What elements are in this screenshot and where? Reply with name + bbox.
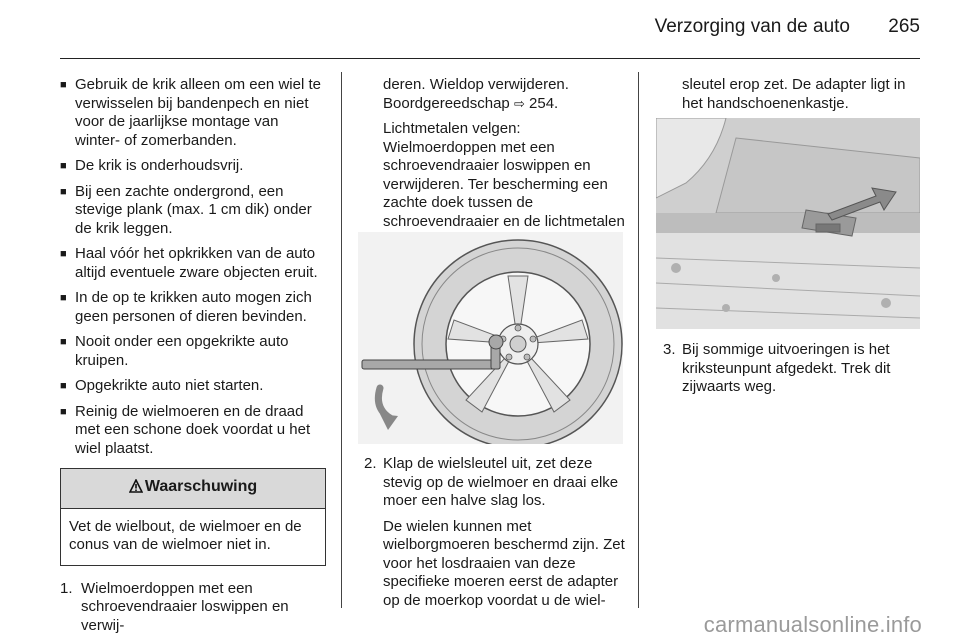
alloy-wheel-text: Lichtmetalen velgen: Wielmoerdoppen met een schroevendraaier loswippen en verwijderen. Ter bescherming een zachte doek tussen de schroevendraaier en de lichtmetalen (383, 120, 625, 230)
toolkit-page: 254. (529, 94, 559, 112)
list-item: ■ De krik is onderhoudsvrij. (60, 157, 326, 176)
toolkit-label: Boordgereedschap (383, 94, 510, 112)
jack-point-illustration (656, 118, 920, 329)
page-reference-arrow-icon: ⇨ (513, 95, 525, 111)
column-divider (341, 72, 342, 608)
list-item: ■ Gebruik de krik alleen om een wiel te verwisselen bij bandenpech en niet voor de jaarlijkse montage van winter- of zomerbanden. (60, 76, 326, 150)
step-1 (60, 580, 326, 636)
wheel-wrench-illustration (358, 232, 623, 444)
header-rule (60, 58, 920, 59)
toolkit-reference (356, 95, 626, 114)
warning-title: Waarschuwing (144, 478, 258, 495)
step-text: Bij sommige uitvoeringen is het kriksteunpunt afgedekt. Trek dit zijwaarts weg. (682, 341, 891, 395)
watermark: carmanualsonline.info (703, 612, 922, 637)
step-text: Klap de wielsleutel uit, zet deze stevig op de wielmoer en draai elke moer een halve slag los. (383, 455, 619, 509)
warning-box (60, 468, 326, 566)
list-item: ■ Reinig de wielmoeren en de draad met een schone doek voordat u het wiel plaatst. (60, 403, 326, 459)
page-number: 265 (888, 16, 920, 37)
list-item: ■ Opgekrikte auto niet starten. (60, 377, 326, 396)
step-2-note: De wielen kunnen met wielborgmoeren beschermd zijn. Zet voor het losdraaien van deze specifieke moeren eerst de adapter op de moerkop voordat u de wiel- (383, 517, 625, 609)
step-number: 3. (663, 341, 676, 358)
step-number: 1. (60, 579, 73, 597)
list-item: ■ In de op te krikken auto mogen zich geen personen of dieren bevinden. (60, 289, 326, 326)
list-item: ■ Haal vóór het opkrikken van de auto altijd eventuele zware objecten eruit. (60, 245, 326, 282)
section-title: Verzorging van de auto (654, 16, 850, 37)
warning-header (61, 469, 325, 509)
step-text: Wielmoerdoppen met een schroevendraaier loswippen en verwij- (81, 579, 289, 634)
column-2 (356, 76, 626, 257)
column-1 (60, 76, 326, 642)
column-3-lower (655, 341, 921, 404)
step-2 (356, 455, 626, 511)
warning-text: Vet de wielbout, de wielmoer en de conus van de wielmoer niet in. (69, 517, 302, 553)
step-number: 2. (364, 455, 377, 472)
list-item: ■ Nooit onder een opgekrikte auto kruipen. (60, 333, 326, 370)
column-3 (655, 76, 921, 120)
column-divider (638, 72, 639, 608)
column-2-lower (356, 455, 626, 617)
warning-triangle-icon (129, 479, 143, 499)
continued-text: deren. Wieldop verwijderen. (383, 76, 569, 93)
step-3 (655, 341, 921, 397)
list-item: ■ Bij een zachte ondergrond, een stevige plank (max. 1 cm dik) onder de krik leggen. (60, 183, 326, 239)
continued-text: sleutel erop zet. De adapter ligt in het handschoenenkastje. (682, 76, 906, 112)
